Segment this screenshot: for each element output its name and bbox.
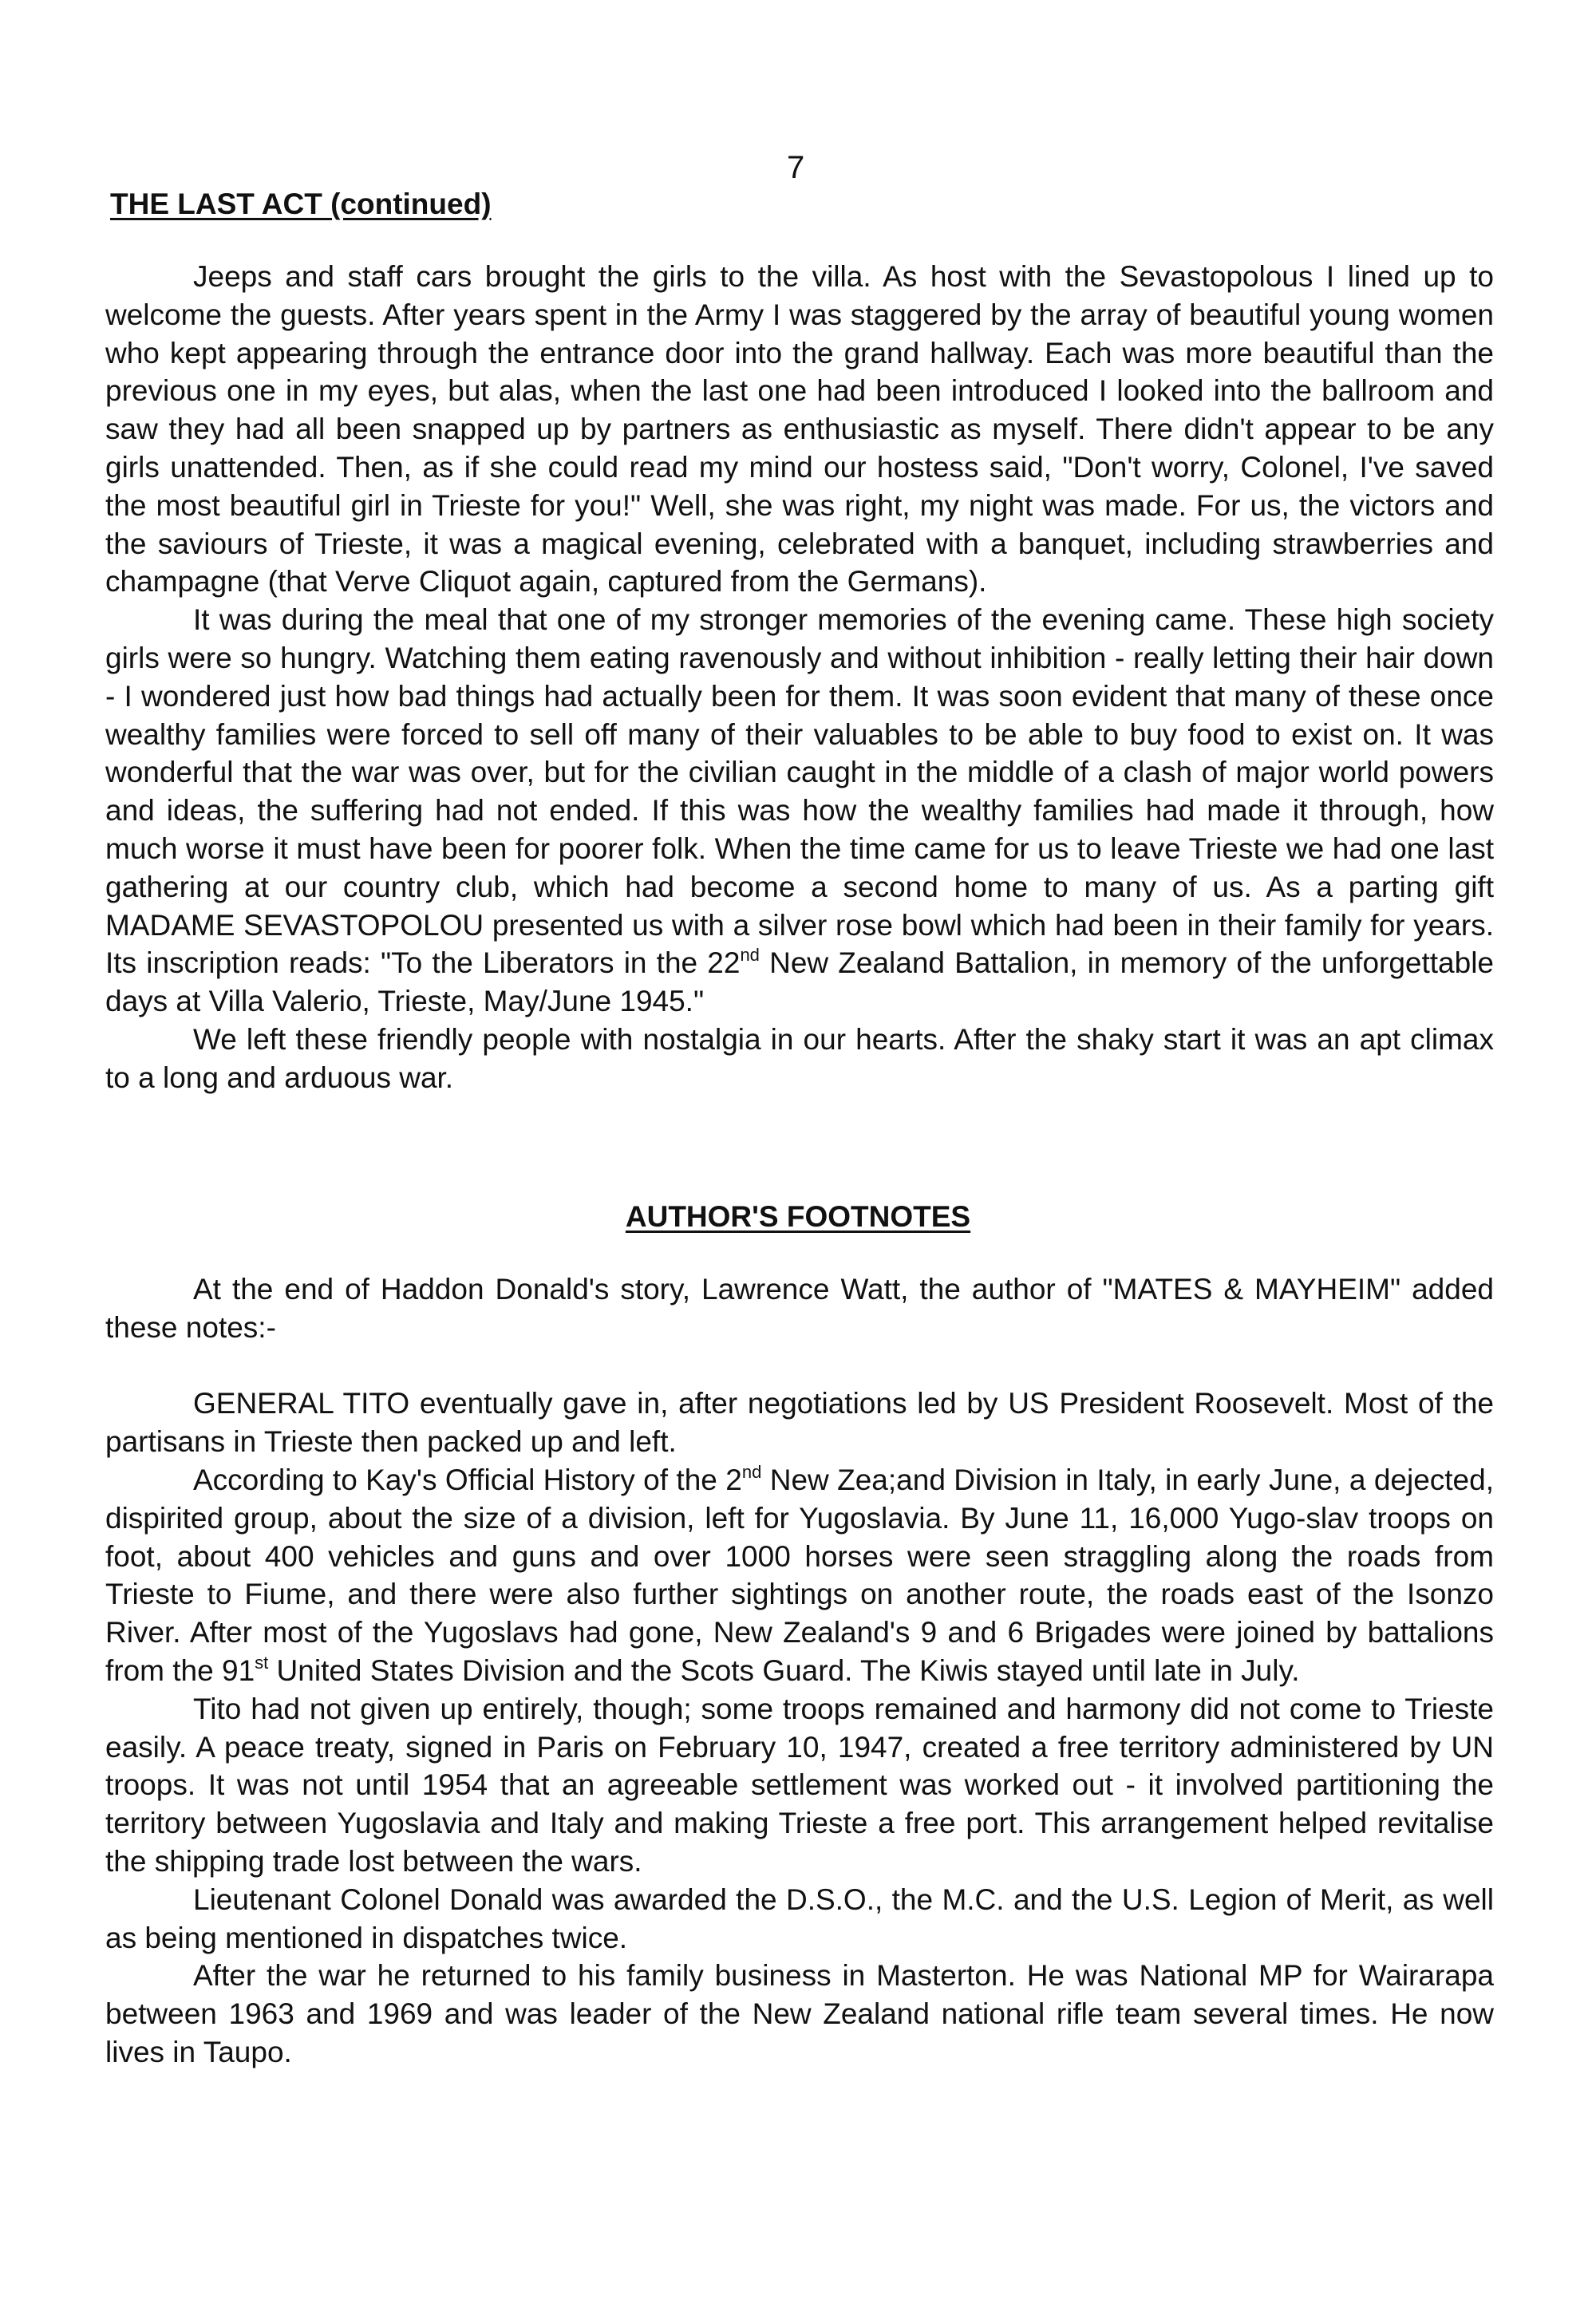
footnote-paragraph-awards: Lieutenant Colonel Donald was awarded the D.S.O., the M.C. and the U.S. Legion of Merit, as well as being mentioned in dispatches twice. <box>105 1882 1494 1954</box>
history-text-middle: New Zea;and Division in Italy, in early June, a dejected, dispirited group, about the size of a division, left for Yugoslavia. By June 11, 16,000 Yugo-slav troops on foot, about 400 vehicles and guns and over 1000 horses were seen straggling along the roads from Trieste to Fiume, and there were also further sightings on another route, the roads east of the Isonzo River. After most of the Yugoslavs had gone, New Zealand's 9 and 6 Brigades were joined by battalions from the 91 <box>105 1463 1494 1687</box>
footnote-paragraph-official-history <box>105 1461 1494 1690</box>
ordinal-suffix: nd <box>741 1461 762 1482</box>
history-text-end: United States Division and the Scots Guard. The Kiwis stayed until late in July. <box>268 1653 1300 1687</box>
footnote-paragraph-after-war: After the war he returned to his family business in Masterton. He was National MP for Wairarapa between 1963 and 1969 and was leader of the New Zealand national rifle team several times. He now lives in Taupo. <box>105 1959 1494 2068</box>
story-paragraph-banquet <box>105 601 1494 1021</box>
section-heading-last-act: THE LAST ACT (continued) <box>110 188 492 220</box>
page-number: 7 <box>787 150 805 185</box>
story-banquet-text: It was during the meal that one of my stronger memories of the evening came. These high society girls were so hungry. Watching them eating ravenously and without inhibition - really letting their hair down - I wondered just how bad things had actually been for them. It was soon evident that many of these once wealthy families were forced to sell off many of their valuables to be able to buy food to exist on. It was wonderful that the war was over, but for the civilian caught in the middle of a clash of major world powers and ideas, the suffering had not ended. If this was how the wealthy families had made it through, how much worse it must have been for poorer folk. When the time came for us to leave Trieste we had one last gathering at our country club, which had become a second home to many of us. As a parting gift MADAME SEVASTOPOLOU presented us with a silver rose bowl which had been in their family for years. Its inscription reads: <box>105 603 1494 980</box>
story-text <box>105 258 1494 1097</box>
footnotes-text <box>105 1270 1494 2072</box>
footnote-paragraph-tito: GENERAL TITO eventually gave in, after negotiations led by US President Roosevelt. Most of the partisans in Trieste then packed up and left. <box>105 1387 1494 1459</box>
footnotes-intro: At the end of Haddon Donald's story, Lawrence Watt, the author of "MATES & MAYHEIM" added these notes:- <box>105 1273 1494 1344</box>
ordinal-suffix: st <box>255 1652 269 1673</box>
story-paragraph-farewell: We left these friendly people with nostalgia in our hearts. After the shaky start it was an apt climax to a long and arduous war. <box>105 1022 1494 1094</box>
history-text-start: According to Kay's Official History of the 2 <box>193 1463 742 1496</box>
inscription-text-end: New Zealand Battalion, in memory of the unforgettable days at Villa Valerio, Trieste, May/June 1945." <box>105 946 1495 1018</box>
story-paragraph-arrival: Jeeps and staff cars brought the girls to the villa. As host with the Sevastopolous I lined up to welcome the guests. After years spent in the Army I was staggered by the array of beautiful young women who kept appearing through the entrance door into the grand hallway. Each was more beautiful than the previous one in my eyes, but alas, when the last one had been introduced I looked into the ballroom and saw they had all been snapped up by partners as enthusiastic as myself. There didn't appear to be any girls unattended. Then, as if she could read my mind our hostess said, "Don't worry, Colonel, I've saved the most beautiful girl in Trieste for you!" Well, she was right, my night was made. For us, the victors and the saviours of Trieste, it was a magical evening, celebrated with a banquet, including strawberries and champagne (that Verve Cliquot again, captured from the Germans). <box>105 260 1494 598</box>
ordinal-suffix: nd <box>740 945 760 966</box>
section-heading-authors-footnotes: AUTHOR'S FOOTNOTES <box>625 1200 971 1233</box>
footnote-paragraph-peace-treaty: Tito had not given up entirely, though; some troops remained and harmony did not come to Trieste easily. A peace treaty, signed in Paris on February 10, 1947, created a free territory administered by UN troops. It was not until 1954 that an agreeable settlement was worked out - it involved partitioning the territory between Yugoslavia and Italy and making Trieste a free port. This arrangement helped revitalise the shipping trade lost between the wars. <box>105 1692 1494 1878</box>
inscription-text-start: "To the Liberators in the 22 <box>381 946 741 980</box>
